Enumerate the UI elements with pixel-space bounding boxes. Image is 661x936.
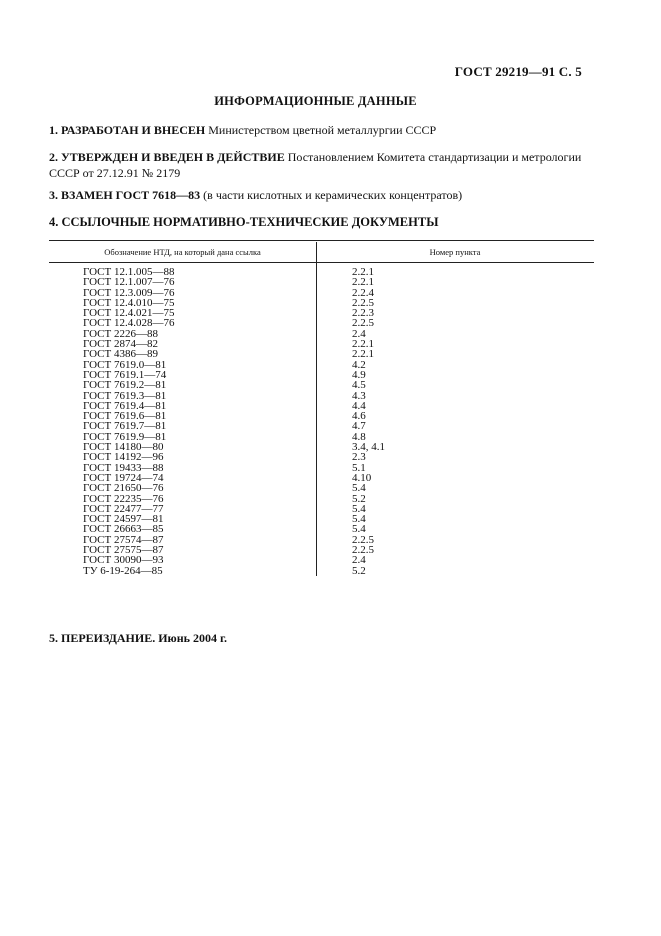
cell-clause: 4.3: [352, 389, 366, 402]
cell-clause: 2.2.1: [352, 266, 374, 278]
cell-clause: 4.6: [352, 410, 366, 423]
cell-clause: 2.2.3: [352, 307, 374, 320]
cell-document: ГОСТ 27575—87: [83, 544, 164, 557]
cell-document: ГОСТ 7619.1—74: [83, 368, 167, 381]
cell-document: ГОСТ 4386—89: [83, 348, 158, 361]
cell-document: ГОСТ 21650—76: [83, 482, 164, 495]
table-body: [49, 263, 594, 576]
item-number: 2.: [49, 150, 58, 164]
item-text: (в части кислотных и керамических концентратов): [203, 188, 463, 202]
cell-clause: 4.10: [352, 471, 372, 484]
item-heading: ПЕРЕИЗДАНИЕ. Июнь 2004 г.: [61, 631, 228, 645]
cell-clause: 2.4: [352, 327, 366, 340]
item-number: 5.: [49, 631, 58, 645]
cell-document: ГОСТ 30090—93: [83, 554, 164, 567]
cell-document: ГОСТ 2226—88: [83, 327, 158, 340]
cell-document: ГОСТ 19433—88: [83, 461, 164, 474]
info-item-3: [49, 187, 594, 203]
cell-document: ГОСТ 12.4.010—75: [83, 296, 175, 309]
cell-clause: 5.2: [352, 564, 366, 577]
cell-clause: 2.2.5: [352, 544, 374, 557]
cell-clause: 4.2: [352, 358, 366, 371]
cell-clause: 5.1: [352, 461, 366, 474]
item-number: 4.: [49, 215, 59, 229]
table-row: [49, 483, 594, 493]
cell-clause: 3.4, 4.1: [352, 441, 385, 454]
cell-document: ГОСТ 24597—81: [83, 513, 164, 526]
reference-table: [49, 240, 594, 576]
cell-document: ГОСТ 26663—85: [83, 523, 164, 536]
cell-document: ГОСТ 7619.9—81: [83, 430, 167, 443]
cell-document: ГОСТ 22235—76: [83, 492, 164, 505]
cell-document: ГОСТ 14180—80: [83, 441, 164, 454]
table-header-row: [49, 241, 594, 262]
item-heading: УТВЕРЖДЕН И ВВЕДЕН В ДЕЙСТВИЕ: [61, 150, 285, 164]
cell-clause: 4.9: [352, 368, 366, 381]
cell-clause: 2.2.1: [352, 348, 374, 361]
info-item-5: [49, 630, 594, 646]
cell-document: ГОСТ 7619.6—81: [83, 410, 167, 423]
cell-document: ТУ 6-19-264—85: [83, 564, 163, 577]
cell-document: ГОСТ 19724—74: [83, 471, 164, 484]
cell-document: ГОСТ 7619.3—81: [83, 389, 167, 402]
cell-clause: 5.4: [352, 513, 366, 526]
cell-clause: 2.2.5: [352, 296, 374, 309]
item-heading: ССЫЛОЧНЫЕ НОРМАТИВНО-ТЕХНИЧЕСКИЕ ДОКУМЕНТЫ: [61, 215, 439, 229]
cell-clause: 5.4: [352, 502, 366, 515]
item-text: Постановлением Комитета стандартизации и метрологии СССР от 27.12.91 № 2179: [49, 150, 582, 180]
cell-document: ГОСТ 7619.7—81: [83, 420, 167, 433]
table-row: [49, 566, 594, 576]
item-number: 1.: [49, 123, 58, 137]
table-column-divider: [316, 242, 317, 576]
cell-document: ГОСТ 12.1.005—88: [83, 266, 175, 278]
cell-document: ГОСТ 14192—96: [83, 451, 164, 464]
cell-clause: 2.3: [352, 451, 366, 464]
cell-clause: 5.4: [352, 482, 366, 495]
info-item-2: [49, 149, 594, 181]
item-heading: ВЗАМЕН ГОСТ 7618—83: [61, 188, 201, 202]
cell-clause: 5.4: [352, 523, 366, 536]
cell-clause: 2.2.1: [352, 276, 374, 289]
item-text: Министерством цветной металлургии СССР: [208, 123, 437, 137]
cell-clause: 2.2.4: [352, 286, 374, 299]
item-heading: РАЗРАБОТАН И ВНЕСЕН: [61, 123, 206, 137]
column-header-document: Обозначение НТД, на который дана ссылка: [104, 246, 261, 257]
item-number: 3.: [49, 188, 58, 202]
cell-clause: 2.2.1: [352, 338, 374, 351]
cell-clause: 5.2: [352, 492, 366, 505]
page-header: ГОСТ 29219—91 С. 5: [454, 64, 582, 79]
cell-document: ГОСТ 22477—77: [83, 502, 164, 515]
cell-document: ГОСТ 12.3.009—76: [83, 286, 175, 299]
cell-clause: 2.2.5: [352, 533, 374, 546]
cell-clause: 4.8: [352, 430, 366, 443]
cell-clause: 2.4: [352, 554, 366, 567]
info-item-4: [49, 214, 594, 230]
cell-document: ГОСТ 2874—82: [83, 338, 158, 351]
cell-document: ГОСТ 12.4.028—76: [83, 317, 175, 330]
cell-clause: 4.5: [352, 379, 366, 392]
page-title: ИНФОРМАЦИОННЫЕ ДАННЫЕ: [214, 94, 417, 108]
cell-document: ГОСТ 12.4.021—75: [83, 307, 175, 320]
cell-document: ГОСТ 7619.4—81: [83, 399, 167, 412]
cell-document: ГОСТ 7619.0—81: [83, 358, 167, 371]
cell-clause: 4.7: [352, 420, 366, 433]
cell-document: ГОСТ 12.1.007—76: [83, 276, 175, 289]
info-item-1: [49, 122, 594, 138]
cell-document: ГОСТ 7619.2—81: [83, 379, 167, 392]
cell-clause: 2.2.5: [352, 317, 374, 330]
column-header-clause: Номер пункта: [429, 246, 481, 257]
cell-document: ГОСТ 27574—87: [83, 533, 164, 546]
cell-clause: 4.4: [352, 399, 366, 412]
